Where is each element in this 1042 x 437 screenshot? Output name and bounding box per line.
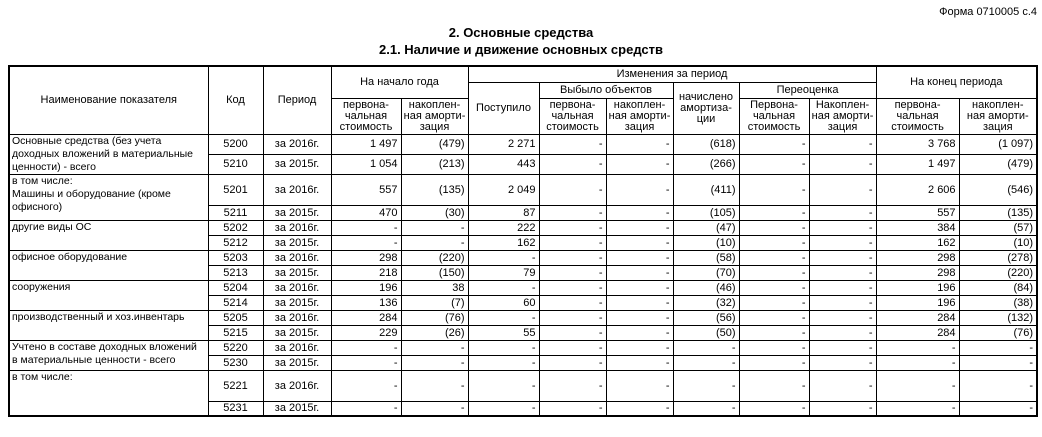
code-cell: 5213	[208, 265, 263, 280]
value-cell: 79	[468, 265, 539, 280]
period-cell: за 2016г.	[263, 340, 331, 355]
period-cell: за 2015г.	[263, 355, 331, 370]
period-cell: за 2015г.	[263, 325, 331, 340]
value-cell: -	[739, 205, 809, 220]
value-cell: (278)	[959, 250, 1037, 265]
indicator-name-line: ценности) - всего	[12, 160, 96, 173]
value-cell: -	[673, 401, 739, 416]
table-row	[9, 310, 1037, 325]
value-cell: -	[959, 340, 1037, 355]
table-header	[9, 66, 1037, 134]
form-number-label: Форма 0710005 с.4	[939, 6, 1037, 18]
col-header-received: Поступило	[468, 82, 539, 134]
value-cell: -	[539, 134, 606, 154]
value-cell: -	[539, 295, 606, 310]
value-cell: 3 768	[876, 134, 959, 154]
value-cell: 196	[876, 280, 959, 295]
period-cell: за 2015г.	[263, 205, 331, 220]
value-cell: -	[468, 401, 539, 416]
value-cell: (76)	[401, 310, 468, 325]
value-cell: 55	[468, 325, 539, 340]
value-cell: -	[809, 295, 876, 310]
value-cell: -	[606, 265, 673, 280]
value-cell: -	[673, 370, 739, 401]
value-cell: -	[539, 250, 606, 265]
value-cell: (411)	[673, 174, 739, 205]
value-cell: (56)	[673, 310, 739, 325]
value-cell: -	[809, 265, 876, 280]
value-cell: -	[739, 401, 809, 416]
value-cell: (84)	[959, 280, 1037, 295]
value-cell: (105)	[673, 205, 739, 220]
value-cell: (70)	[673, 265, 739, 280]
col-header-disposed-accumulated-depreciation: накоплен- ная аморти- зация	[606, 98, 673, 134]
value-cell: -	[606, 401, 673, 416]
value-cell: -	[468, 280, 539, 295]
col-group-revaluation: Переоценка	[739, 82, 876, 98]
indicator-name-cell	[9, 370, 208, 416]
indicator-name-cell	[9, 340, 208, 370]
period-cell: за 2015г.	[263, 154, 331, 174]
value-cell: (10)	[673, 235, 739, 250]
value-cell: (50)	[673, 325, 739, 340]
col-header-disposed-initial-cost: первона- чальная стоимость	[539, 98, 606, 134]
value-cell: -	[468, 340, 539, 355]
value-cell: (618)	[673, 134, 739, 154]
value-cell: -	[331, 370, 401, 401]
value-cell: (7)	[401, 295, 468, 310]
value-cell: 1 497	[331, 134, 401, 154]
col-header-revaluation-accumulated-depreciation: Накоплен- ная аморти- зация	[809, 98, 876, 134]
value-cell: 87	[468, 205, 539, 220]
value-cell: -	[401, 370, 468, 401]
value-cell: -	[739, 370, 809, 401]
value-cell: -	[809, 340, 876, 355]
value-cell: -	[539, 401, 606, 416]
value-cell: -	[606, 154, 673, 174]
value-cell: -	[468, 250, 539, 265]
value-cell: 60	[468, 295, 539, 310]
value-cell: (220)	[959, 265, 1037, 280]
value-cell: (220)	[401, 250, 468, 265]
col-header-indicator-name: Наименование показателя	[9, 66, 208, 134]
value-cell: (479)	[401, 134, 468, 154]
value-cell: -	[809, 401, 876, 416]
value-cell: 1 054	[331, 154, 401, 174]
value-cell: -	[539, 325, 606, 340]
code-cell: 5214	[208, 295, 263, 310]
table-body	[9, 134, 1037, 416]
value-cell: -	[739, 340, 809, 355]
indicator-name-cell	[9, 310, 208, 340]
period-cell: за 2015г.	[263, 235, 331, 250]
value-cell: (38)	[959, 295, 1037, 310]
value-cell: -	[539, 154, 606, 174]
value-cell: -	[539, 235, 606, 250]
value-cell: -	[331, 235, 401, 250]
value-cell: 557	[331, 174, 401, 205]
value-cell: -	[606, 250, 673, 265]
value-cell: 284	[876, 310, 959, 325]
value-cell: -	[739, 220, 809, 235]
value-cell: -	[468, 355, 539, 370]
value-cell: -	[739, 325, 809, 340]
value-cell: -	[401, 401, 468, 416]
value-cell: -	[539, 355, 606, 370]
value-cell: (135)	[401, 174, 468, 205]
value-cell: (150)	[401, 265, 468, 280]
value-cell: -	[739, 154, 809, 174]
col-header-end-accumulated-depreciation: накоплен- ная аморти- зация	[959, 98, 1037, 134]
period-cell: за 2016г.	[263, 134, 331, 154]
value-cell: (30)	[401, 205, 468, 220]
value-cell: -	[809, 280, 876, 295]
value-cell: 557	[876, 205, 959, 220]
value-cell: -	[401, 355, 468, 370]
value-cell: -	[739, 235, 809, 250]
col-header-end-initial-cost: первона- чальная стоимость	[876, 98, 959, 134]
value-cell: -	[809, 174, 876, 205]
value-cell: (135)	[959, 205, 1037, 220]
value-cell: 222	[468, 220, 539, 235]
period-cell: за 2015г.	[263, 401, 331, 416]
value-cell: -	[739, 174, 809, 205]
value-cell: -	[739, 355, 809, 370]
value-cell: -	[673, 340, 739, 355]
value-cell: 284	[331, 310, 401, 325]
value-cell: -	[739, 265, 809, 280]
indicator-name-line: офисное оборудование	[12, 250, 128, 263]
value-cell: 218	[331, 265, 401, 280]
indicator-name-line: в том числе:	[12, 174, 73, 187]
period-cell: за 2016г.	[263, 174, 331, 205]
col-header-begin-initial-cost: первона- чальная стоимость	[331, 98, 401, 134]
table-row	[9, 250, 1037, 265]
value-cell: (1 097)	[959, 134, 1037, 154]
value-cell: -	[809, 235, 876, 250]
code-cell: 5204	[208, 280, 263, 295]
value-cell: (10)	[959, 235, 1037, 250]
value-cell: -	[739, 310, 809, 325]
col-header-begin-accumulated-depreciation: накоплен- ная аморти- зация	[401, 98, 468, 134]
col-group-disposed-objects: Выбыло объектов	[539, 82, 673, 98]
col-header-code: Код	[208, 66, 263, 134]
value-cell: -	[876, 355, 959, 370]
value-cell: -	[539, 370, 606, 401]
value-cell: -	[959, 355, 1037, 370]
code-cell: 5210	[208, 154, 263, 174]
value-cell: 470	[331, 205, 401, 220]
value-cell: -	[606, 370, 673, 401]
value-cell: -	[606, 310, 673, 325]
indicator-name-line: Учтено в составе доходных вложений	[12, 340, 197, 353]
table-row	[9, 370, 1037, 401]
value-cell: 196	[876, 295, 959, 310]
value-cell: 384	[876, 220, 959, 235]
value-cell: (132)	[959, 310, 1037, 325]
value-cell: -	[809, 205, 876, 220]
table-row	[9, 220, 1037, 235]
value-cell: -	[606, 355, 673, 370]
page-titles	[0, 24, 1042, 58]
col-group-end-of-period: На конец периода	[876, 66, 1037, 98]
indicator-name-cell	[9, 134, 208, 174]
indicator-name-line: Основные средства (без учета	[12, 134, 162, 147]
table-row	[9, 134, 1037, 154]
value-cell: -	[606, 235, 673, 250]
value-cell: 229	[331, 325, 401, 340]
value-cell: -	[606, 134, 673, 154]
value-cell: 196	[331, 280, 401, 295]
table-row	[9, 280, 1037, 295]
value-cell: -	[539, 220, 606, 235]
indicator-name-line: доходных вложений в материальные	[12, 147, 194, 160]
code-cell: 5220	[208, 340, 263, 355]
value-cell: -	[876, 370, 959, 401]
value-cell: (76)	[959, 325, 1037, 340]
value-cell: 1 497	[876, 154, 959, 174]
value-cell: -	[876, 340, 959, 355]
value-cell: -	[606, 295, 673, 310]
value-cell: -	[739, 295, 809, 310]
indicator-name-line: Машины и оборудование (кроме	[12, 187, 171, 200]
table-title: 2.1. Наличие и движение основных средств	[379, 42, 663, 57]
period-cell: за 2016г.	[263, 250, 331, 265]
value-cell: -	[468, 310, 539, 325]
indicator-name-cell	[9, 174, 208, 220]
period-cell: за 2015г.	[263, 265, 331, 280]
table-row	[9, 340, 1037, 355]
value-cell: (32)	[673, 295, 739, 310]
value-cell: -	[539, 340, 606, 355]
fixed-assets-table	[8, 65, 1038, 417]
value-cell: -	[401, 220, 468, 235]
indicator-name-line: в том числе:	[12, 370, 73, 383]
col-header-depreciation-accrued: начислено амортиза- ции	[673, 82, 739, 134]
value-cell: -	[606, 325, 673, 340]
code-cell: 5201	[208, 174, 263, 205]
value-cell: -	[673, 355, 739, 370]
col-header-period: Период	[263, 66, 331, 134]
indicator-name-line: в материальные ценности - всего	[12, 353, 176, 366]
value-cell: -	[959, 370, 1037, 401]
indicator-name-cell	[9, 220, 208, 250]
value-cell: (46)	[673, 280, 739, 295]
value-cell: (57)	[959, 220, 1037, 235]
code-cell: 5203	[208, 250, 263, 265]
code-cell: 5200	[208, 134, 263, 154]
indicator-name-cell	[9, 250, 208, 280]
col-group-changes-for-period: Изменения за период	[468, 66, 876, 82]
value-cell: (58)	[673, 250, 739, 265]
value-cell: -	[331, 220, 401, 235]
col-header-revaluation-initial-cost: Первона- чальная стоимость	[739, 98, 809, 134]
value-cell: -	[809, 325, 876, 340]
period-cell: за 2016г.	[263, 310, 331, 325]
value-cell: -	[809, 310, 876, 325]
value-cell: -	[468, 370, 539, 401]
value-cell: -	[809, 250, 876, 265]
value-cell: 2 271	[468, 134, 539, 154]
value-cell: -	[606, 174, 673, 205]
period-cell: за 2016г.	[263, 370, 331, 401]
value-cell: -	[739, 134, 809, 154]
value-cell: -	[401, 235, 468, 250]
value-cell: -	[539, 265, 606, 280]
period-cell: за 2016г.	[263, 220, 331, 235]
value-cell: 162	[876, 235, 959, 250]
indicator-name-line: сооружения	[12, 280, 71, 293]
value-cell: 162	[468, 235, 539, 250]
value-cell: -	[809, 355, 876, 370]
value-cell: -	[331, 355, 401, 370]
period-cell: за 2016г.	[263, 280, 331, 295]
value-cell: -	[539, 205, 606, 220]
value-cell: (266)	[673, 154, 739, 174]
value-cell: (546)	[959, 174, 1037, 205]
value-cell: 298	[331, 250, 401, 265]
col-group-begin-of-year: На начало года	[331, 66, 468, 98]
section-title: 2. Основные средства	[448, 25, 594, 40]
value-cell: -	[739, 280, 809, 295]
value-cell: 136	[331, 295, 401, 310]
value-cell: 2 606	[876, 174, 959, 205]
value-cell: 298	[876, 250, 959, 265]
indicator-name-line: производственный и хоз.инвентарь	[12, 310, 185, 323]
value-cell: -	[606, 205, 673, 220]
value-cell: -	[739, 250, 809, 265]
value-cell: 443	[468, 154, 539, 174]
value-cell: -	[809, 370, 876, 401]
code-cell: 5212	[208, 235, 263, 250]
code-cell: 5231	[208, 401, 263, 416]
value-cell: 38	[401, 280, 468, 295]
value-cell: -	[809, 154, 876, 174]
value-cell: 2 049	[468, 174, 539, 205]
value-cell: -	[606, 280, 673, 295]
value-cell: -	[959, 401, 1037, 416]
indicator-name-line: офисного)	[12, 200, 63, 213]
value-cell: -	[606, 340, 673, 355]
code-cell: 5230	[208, 355, 263, 370]
period-cell: за 2015г.	[263, 295, 331, 310]
indicator-name-cell	[9, 280, 208, 310]
value-cell: 284	[876, 325, 959, 340]
value-cell: -	[539, 174, 606, 205]
code-cell: 5205	[208, 310, 263, 325]
value-cell: 298	[876, 265, 959, 280]
indicator-name-line: другие виды ОС	[12, 220, 92, 233]
code-cell: 5221	[208, 370, 263, 401]
value-cell: -	[809, 220, 876, 235]
value-cell: (479)	[959, 154, 1037, 174]
value-cell: (47)	[673, 220, 739, 235]
value-cell: -	[809, 134, 876, 154]
table-row	[9, 174, 1037, 205]
value-cell: -	[331, 401, 401, 416]
value-cell: -	[606, 220, 673, 235]
code-cell: 5202	[208, 220, 263, 235]
code-cell: 5211	[208, 205, 263, 220]
value-cell: -	[331, 340, 401, 355]
value-cell: -	[876, 401, 959, 416]
value-cell: -	[401, 340, 468, 355]
value-cell: (213)	[401, 154, 468, 174]
value-cell: -	[539, 280, 606, 295]
code-cell: 5215	[208, 325, 263, 340]
value-cell: -	[539, 310, 606, 325]
value-cell: (26)	[401, 325, 468, 340]
